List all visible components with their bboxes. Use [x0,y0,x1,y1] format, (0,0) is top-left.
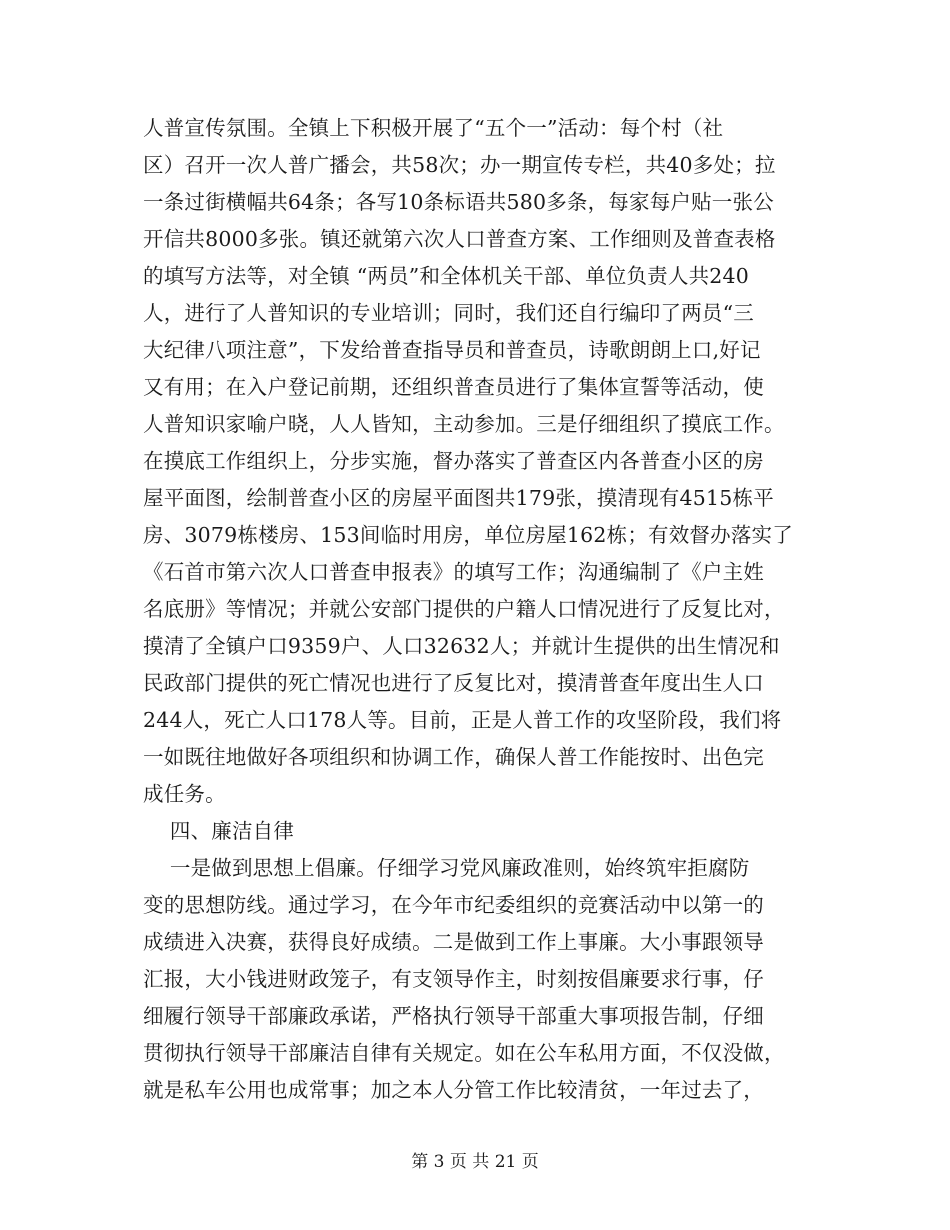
text-line: 人，进行了人普知识的专业培训；同时，我们还自行编印了两员“三 [143,301,754,325]
text-line: 名底册》等情况；并就公安部门提供的户籍人口情况进行了反复比对， [143,597,785,621]
text-line: 大纪律八项注意”，下发给普查指导员和普查员，诗歌朗朗上口,好记 [143,338,761,362]
text-line: 一如既往地做好各项组织和协调工作，确保人普工作能按时、出色完 [143,745,764,769]
text-line: 成绩进入决赛，获得良好成绩。二是做到工作上事廉。大小事跟领导 [143,930,764,954]
text-line: 民政部门提供的死亡情况也进行了反复比对，摸清普查年度出生人口 [143,671,764,695]
text-line: 人普知识家喻户晓，人人皆知，主动参加。三是仔细组织了摸底工作。 [143,412,785,436]
text-line: 摸清了全镇户口9359户、人口32632人；并就计生提供的出生情况和 [143,634,780,658]
text-line: 变的思想防线。通过学习，在今年市纪委组织的竞赛活动中以第一的 [143,893,764,917]
text-line: 开信共8000多张。镇还就第六次人口普查方案、工作细则及普查表格 [143,227,776,251]
text-line: 四、廉洁自律 [143,819,295,843]
text-line: 细履行领导干部廉政承诺，严格执行领导干部重大事项报告制，仔细 [143,1004,764,1028]
text-line: 房、3079栋楼房、153间临时用房，单位房屋162栋；有效督办落实了 [143,523,793,547]
text-line: 屋平面图，绘制普查小区的房屋平面图共179张，摸清现有4515栋平 [143,486,774,510]
text-line: 就是私车公用也成常事；加之本人分管工作比较清贫，一年过去了， [143,1078,764,1102]
text-line: 区）召开一次人普广播会，共58次；办一期宣传专栏，共40多处；拉 [143,153,776,177]
text-line: 244人，死亡人口178人等。目前，正是人普工作的攻坚阶段，我们将 [143,708,782,732]
text-line: 成任务。 [143,782,226,806]
text-line: 一是做到思想上倡廉。仔细学习党风廉政准则，始终筑牢拒腐防 [143,856,750,880]
text-line: 一条过街横幅共64条；各写10条标语共580多条，每家每户贴一张公 [143,190,774,214]
text-line: 人普宣传氛围。全镇上下积极开展了“五个一”活动：每个村（社 [143,116,724,140]
text-line: 汇报，大小钱进财政笼子，有支领导作主，时刻按倡廉要求行事，仔 [143,967,764,991]
text-line: 《石首市第六次人口普查申报表》的填写工作；沟通编制了《户主姓 [143,560,764,584]
text-line: 的填写方法等，对全镇 “两员”和全体机关干部、单位负责人共240 [143,264,750,288]
text-line: 又有用；在入户登记前期，还组织普查员进行了集体宣誓等活动，使 [143,375,764,399]
text-line: 贯彻执行领导干部廉洁自律有关规定。如在公车私用方面，不仅没做， [143,1041,785,1065]
page-footer: 第 3 页 共 21 页 [411,1152,539,1172]
text-line: 在摸底工作组织上，分步实施，督办落实了普查区内各普查小区的房 [143,449,764,473]
